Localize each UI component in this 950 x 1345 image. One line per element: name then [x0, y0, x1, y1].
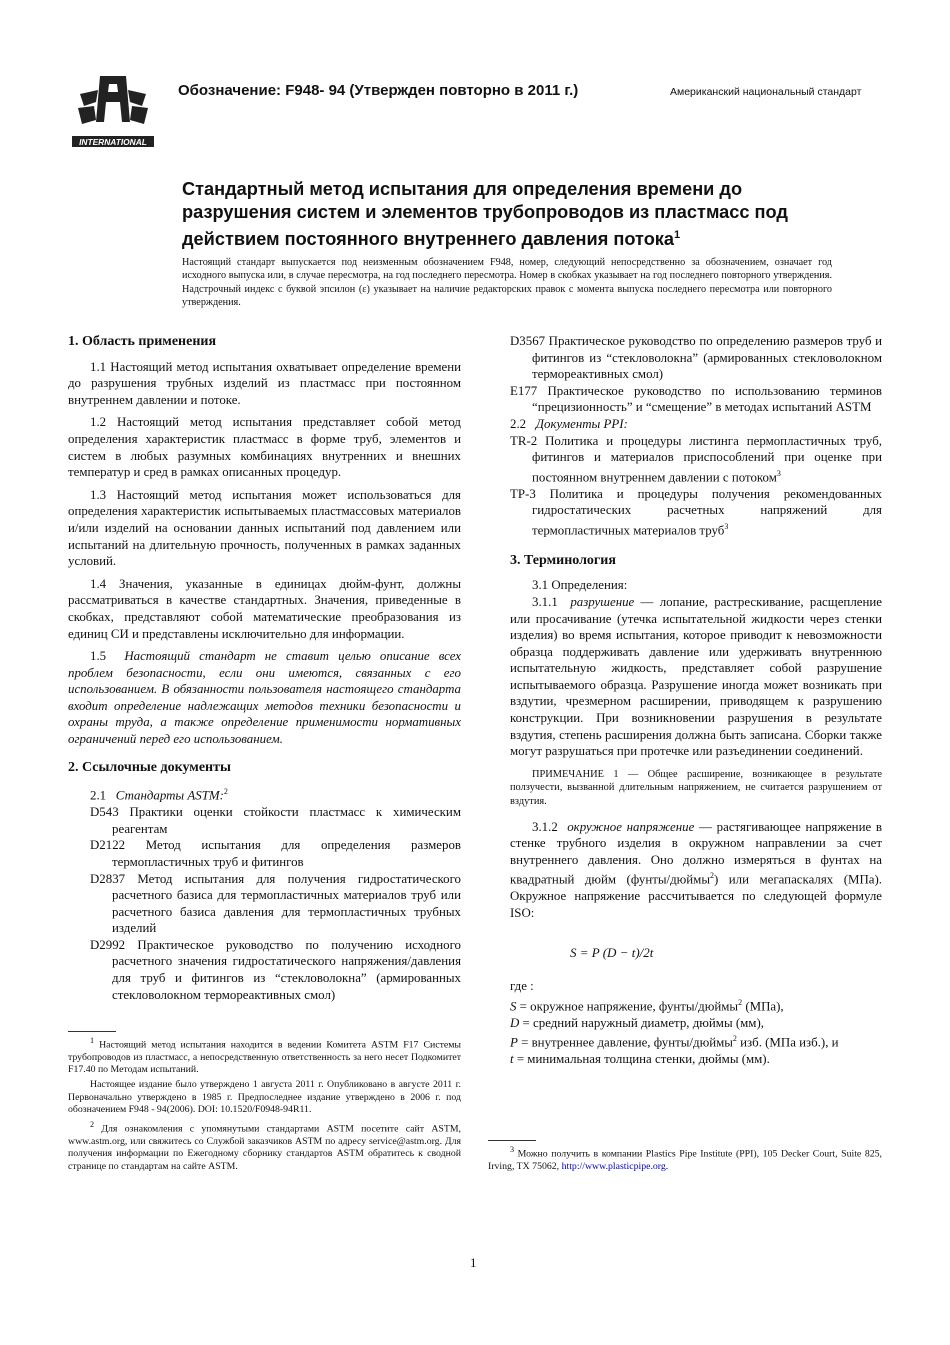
section-heading: 1. Область применения: [68, 334, 217, 349]
footnote-2: $^2$ Для ознакомления с упомянутыми стандартами ASTM посетите сайт ASTM, www.astm.org, или свяжитесь со Службой заказчиков ASTM по адресу service@astm.org. Для получения информации по Ежегодному сборнику стандартов ASTM обратитесь к сводной странице по стандартам на сайте ASTM.: [68, 1119, 461, 1172]
where-label: где :: [510, 979, 534, 994]
document-title: Стандартный метод испытания для определения времени до разрушения систем и элементов трубопроводов из пластмасс под действием постоянного внутреннего давления потока$^1$: [182, 179, 788, 250]
variable-definition: D = средний наружный диаметр, дюймы (мм),: [510, 1015, 764, 1030]
footnotes-left: [68, 1031, 461, 1173]
note-1: ПРИМЕЧАНИЕ 1 — Общее расширение, возникающее в результате ползучести, вызванной длительным напряжением, не считается разрушением от вздутия.: [510, 768, 882, 808]
ppi-document-item: TR-2 Политика и процедуры листинга пермопластичных труб, фитингов и материалов приспособлений при оценке при постоянном внутреннем давлении с потоком$^3$: [510, 433, 882, 485]
variable-definition: t = минимальная толщина стенки, дюймы (мм).: [510, 1052, 770, 1067]
document-designation: Обозначение: F948- 94 (Утвержден повторно в 2011 г.): [178, 82, 579, 99]
paragraph-2-2: 2.2 Документы PPI:: [510, 416, 628, 431]
reference-item: D2837 Метод испытания для получения гидростатического расчетного базиса для термопластичных материалов труб или расчетного базиса давления для термопластичных трубных изделий: [90, 871, 461, 936]
preamble: Настоящий стандарт выпускается под неизменным обозначением F948, номер, следующий непосредственно за обозначением, означает год исходного выпуска или, в случае пересмотра, на год последнего пересмотра. Номер в скобках указывает на год последнего повторного утверждения. Надстрочный индекс с буквой эпсилон (ε) указывает на наличие редакторских правок с момента выпуска последнего пересмотра или повторного утверждения.: [182, 257, 832, 308]
reference-item: E177 Практическое руководство по использованию терминов “прецизионность” и “смещение” в методах испытаний ASTM: [510, 383, 882, 415]
right-column: [510, 333, 882, 1068]
paragraph-2-1: 2.1 Стандарты ASTM:$^2$: [90, 787, 228, 803]
reference-item: D2122 Метод испытания для определения размеров термопластичных труб и фитингов: [90, 838, 461, 869]
paragraph-1-1: 1.1 Настоящий метод испытания охватывает определение времени до разрушения трубных изделий из пластмасс при постоянном внутреннем давлении и потоке.: [68, 359, 461, 407]
variable-definition: S = окружное напряжение, фунты/дюймы$^2$ (МПа),: [510, 997, 784, 1013]
footnote-3: $^3$ Можно получить в компании Plastics Pipe Institute (PPI), 105 Decker Court, Suite 825, Irving, TX 75062, http://www.plasticpipe.org.: [488, 1145, 882, 1172]
astm-logo: [70, 72, 156, 154]
section-heading: 2. Ссылочные документы: [68, 759, 231, 775]
footnotes-right: [488, 1140, 882, 1173]
paragraph-1-2: 1.2 Настоящий метод испытания представляет собой метод определения характеристик пластмасс в форме труб, элементов и систем в любых разумных комбинациях внутренних и внешних температур и сред в рамках описанных процедур.: [68, 415, 461, 480]
footnote-1: $^1$ Настоящий метод испытания находится в ведении Комитета ASTM F17 Системы трубопроводов из пластмасс, а непосредственную ответственность за него несет Подкомитет F17.40 по Методам испытаний.: [68, 1036, 461, 1076]
paragraph-1-4: 1.4 Значения, указанные в единицах дюйм-фунт, должны рассматриваться в качестве стандартных. Значения, приведенные в скобках, представляют собой математические преобразования из единиц СИ и представлены исключительно для информации.: [68, 576, 461, 641]
reference-item: D2992 Практическое руководство по получению исходного расчетного значения гидростатического напряжения/давления для труб и фитингов из “стекловолокна” (армированных стекловолокном термореактивных смол): [90, 937, 461, 1002]
ppi-document-item: TP-3 Политика и процедуры получения рекомендованных гидростатических расчетных напряжений для термопластичных материалов труб$^3$: [510, 486, 882, 538]
paragraph-1-5: 1.5 Настоящий стандарт не ставит целью описание всех проблем безопасности, если они имеются, связанных с его использованием. В обязанности пользователя настоящего стандарта входит определение надлежащих методов техники безопасности и охраны труда, а также определение применимости нормативных ограничений перед его использованием.: [68, 649, 461, 747]
hoop-stress-formula: S = P (D − t)/2t: [570, 945, 654, 961]
page-number: 1: [470, 1255, 477, 1270]
footnote-1-edition: Настоящее издание было утверждено 1 августа 2011 г. Опубликовано в августе 2011 г. Первоначально утверждено в 1985 г. Предпоследнее издание утверждено в 2006 г. под обозначением F948 - 94(2006). DOI: 10.1520/F0948-94R11.: [68, 1079, 461, 1116]
reference-item: D543 Практики оценки стойкости пластмасс к химическим реагентам: [90, 805, 461, 836]
logo-international-text: INTERNATIONAL: [79, 137, 147, 147]
paragraph-3-1-2: 3.1.2 окружное напряжение — растягивающее напряжение в стенке трубного изделия в окружном направлении за счет внутреннего давления. Оно должно измеряться в фунтах на квадратный дюйм (фунты/дюймы$^2$) или мегапаскалях (МПа). Окружное напряжение рассчитывается по следующей формуле ISO:: [510, 819, 882, 920]
paragraph-1-3: 1.3 Настоящий метод испытания может использоваться для определения характеристик испытываемых пластмассовых материалов и/или изделий на основании данных испытаний под давлением или испытаний на длительную прочность, полученных в рамках заданных условий.: [68, 487, 461, 569]
standard-type: Американский национальный стандарт: [670, 86, 862, 98]
section-heading: 3. Терминология: [510, 552, 616, 568]
plasticpipe-link[interactable]: http://www.plasticpipe.org: [561, 1160, 666, 1172]
paragraph-3-1: 3.1 Определения:: [532, 578, 628, 593]
reference-item: D3567 Практическое руководство по определению размеров труб и фитингов из “стекловолокна” (армированных стекловолокном термореактивных смол): [510, 334, 882, 382]
left-column: [68, 334, 461, 1003]
paragraph-3-1-1: 3.1.1 разрушение — лопание, растрескивание, расщепление или просачивание (утечка испытательной жидкости через стенки изделия) во время испытания, которое приводит к невозможности образца поддерживать давление или удерживать внутреннюю испытательную жидкость, представляет собой разрушение испытываемого образца. Разрушение иногда может возникать при вздутии, чрезмерном расширении, приводящем к разрушению конструкции. При возникновении разрушения в результате вздутия, степень расширения должна быть записана. Сборки также могут разрушаться при протечке или разъединении соединений.: [510, 594, 882, 759]
variable-definition: P = внутреннее давление, фунты/дюймы$^2$ изб. (МПа изб.), и: [510, 1034, 839, 1050]
